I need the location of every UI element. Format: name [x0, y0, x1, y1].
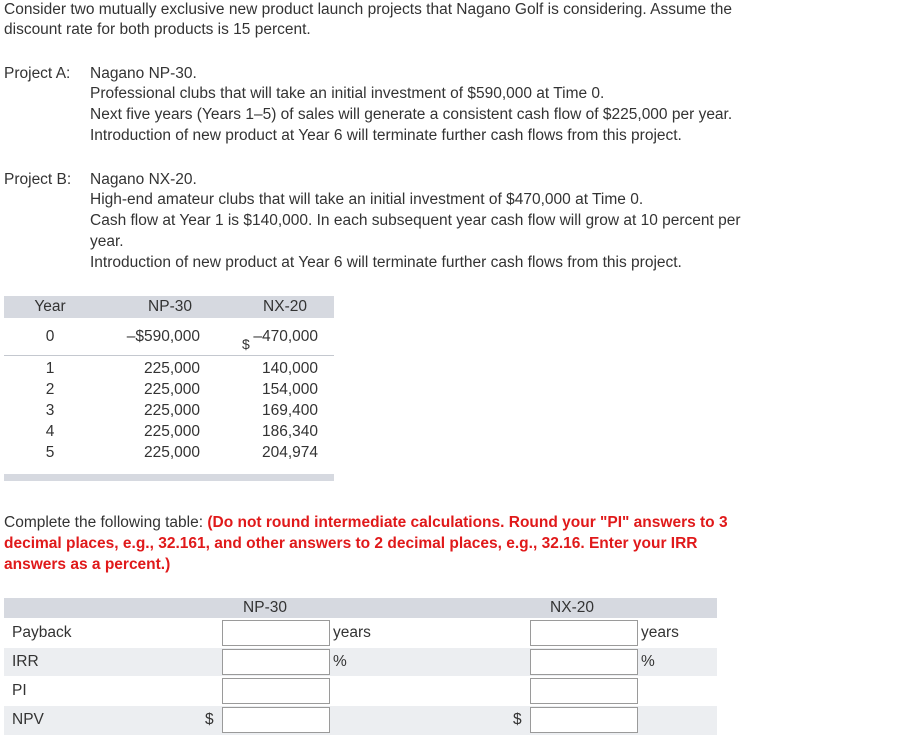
payback-np30-input[interactable] — [222, 620, 330, 646]
np30-cell: 225,000 — [143, 360, 200, 377]
year-cell: 1 — [45, 360, 55, 377]
payback-label: Payback — [12, 624, 72, 641]
instructions-line-1 — [4, 513, 728, 533]
project-b-line-3: year. — [90, 233, 124, 250]
npv-label: NPV — [12, 711, 44, 728]
np30-cell: 225,000 — [143, 423, 200, 440]
instructions-line-2: decimal places, e.g., 32.161, and other answers to 2 decimal places, e.g., 32.16. Enter your IRR — [4, 535, 698, 552]
np30-cell: 225,000 — [143, 444, 200, 461]
instructions-lead: Complete the following table: — [4, 514, 208, 531]
irr-label: IRR — [12, 653, 39, 670]
project-b-label: Project B: — [4, 171, 72, 188]
cashflow-divider — [4, 355, 334, 356]
irr-nx20-unit: % — [641, 653, 655, 670]
project-b-name: Nagano NX-20. — [90, 171, 197, 188]
npv-nx20-input[interactable] — [530, 707, 638, 733]
np30-year-0: –$590,000 — [126, 328, 200, 345]
project-b-line-4: Introduction of new product at Year 6 will terminate further cash flows from this project. — [90, 254, 682, 271]
np30-cell: 225,000 — [143, 402, 200, 419]
irr-np30-unit: % — [333, 653, 347, 670]
cashflow-footer-band — [4, 474, 334, 481]
nx20-cell: 140,000 — [261, 360, 318, 377]
project-a-line-3: Introduction of new product at Year 6 will terminate further cash flows from this project. — [90, 127, 682, 144]
payback-nx20-unit: years — [641, 624, 679, 641]
cashflow-header-np30: NP-30 — [148, 298, 192, 315]
project-a-line-1: Professional clubs that will take an initial investment of $590,000 at Time 0. — [90, 85, 605, 102]
payback-nx20-input[interactable] — [530, 620, 638, 646]
nx20-cell: 186,340 — [261, 423, 318, 440]
instructions-emphasis-1: (Do not round intermediate calculations. Round your "PI" answers to 3 — [207, 514, 728, 531]
intro-line-2: discount rate for both products is 15 percent. — [4, 21, 311, 38]
nx20-year-0-dollar: $ — [242, 336, 250, 352]
instructions-line-3: answers as a percent.) — [4, 556, 171, 573]
pi-np30-input[interactable] — [222, 678, 330, 704]
cashflow-header-year: Year — [34, 298, 66, 315]
nx20-cell: 169,400 — [261, 402, 318, 419]
pi-nx20-input[interactable] — [530, 678, 638, 704]
payback-np30-unit: years — [333, 624, 371, 641]
irr-nx20-input[interactable] — [530, 649, 638, 675]
cashflow-header-nx20: NX-20 — [263, 298, 307, 315]
year-cell: 5 — [45, 444, 55, 461]
np30-cell: 225,000 — [143, 381, 200, 398]
npv-np30-input[interactable] — [222, 707, 330, 733]
npv-nx20-dollar: $ — [513, 711, 522, 728]
pi-label: PI — [12, 682, 27, 699]
year-cell: 3 — [45, 402, 55, 419]
answer-header-nx20: NX-20 — [550, 599, 594, 616]
project-b-line-1: High-end amateur clubs that will take an initial investment of $470,000 at Time 0. — [90, 191, 644, 208]
nx20-cell: 154,000 — [261, 381, 318, 398]
npv-np30-dollar: $ — [205, 711, 214, 728]
project-b-line-2: Cash flow at Year 1 is $140,000. In each subsequent year cash flow will grow at 10 percent per — [90, 212, 741, 229]
year-cell: 4 — [45, 423, 55, 440]
year-0: 0 — [45, 328, 55, 345]
project-a-name: Nagano NP-30. — [90, 65, 197, 82]
nx20-cell: 204,974 — [261, 444, 318, 461]
year-cell: 2 — [45, 381, 55, 398]
answer-header-np30: NP-30 — [243, 599, 287, 616]
project-a-label: Project A: — [4, 65, 71, 82]
intro-line-1: Consider two mutually exclusive new product launch projects that Nagano Golf is considering. Assume the — [4, 1, 733, 18]
project-a-line-2: Next five years (Years 1–5) of sales will generate a consistent cash flow of $225,000 per year. — [90, 106, 733, 123]
irr-np30-input[interactable] — [222, 649, 330, 675]
nx20-year-0: –470,000 — [253, 328, 318, 345]
